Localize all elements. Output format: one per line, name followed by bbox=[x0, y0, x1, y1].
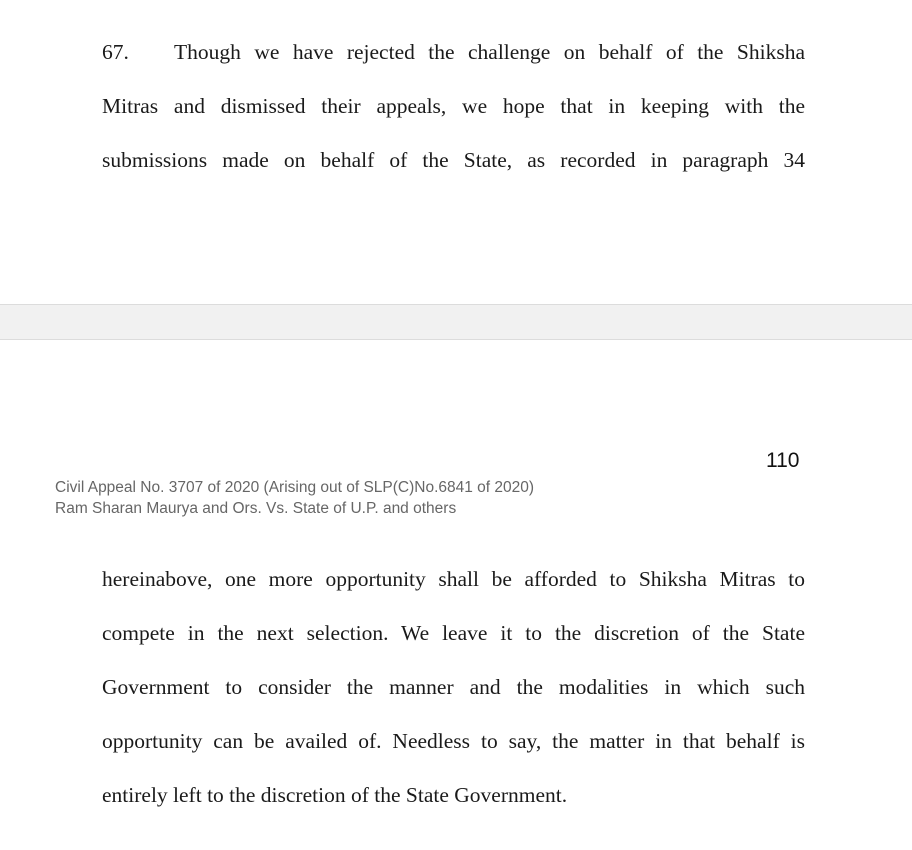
continuation-line-4: opportunity can be availed of. Needless to say, the matter in that behalf is bbox=[102, 729, 805, 753]
paragraph-67-line-2: Mitras and dismissed their appeals, we hope that in keeping with the bbox=[102, 94, 805, 118]
paragraph-67-line-1 bbox=[102, 39, 805, 65]
continuation-line-1: hereinabove, one more opportunity shall be afforded to Shiksha Mitras to bbox=[102, 567, 805, 591]
paragraph-67-line-3: submissions made on behalf of the State, as recorded in paragraph 34 bbox=[102, 148, 805, 172]
case-title-line-1: Civil Appeal No. 3707 of 2020 (Arising out of SLP(C)No.6841 of 2020) bbox=[55, 479, 535, 496]
case-title-line-2: Ram Sharan Maurya and Ors. Vs. State of U.P. and others bbox=[55, 500, 457, 517]
document-page-bottom bbox=[0, 340, 912, 850]
page-separator bbox=[0, 304, 912, 340]
continuation-line-3: Government to consider the manner and the modalities in which such bbox=[102, 675, 805, 699]
continuation-line-5: entirely left to the discretion of the State Government. bbox=[102, 783, 568, 807]
paragraph-number: 67. bbox=[102, 40, 129, 64]
paragraph-text: Though we have rejected the challenge on behalf of the Shiksha bbox=[174, 40, 805, 64]
page-number: 110 bbox=[766, 449, 800, 472]
continuation-line-2: compete in the next selection. We leave it to the discretion of the State bbox=[102, 621, 805, 645]
